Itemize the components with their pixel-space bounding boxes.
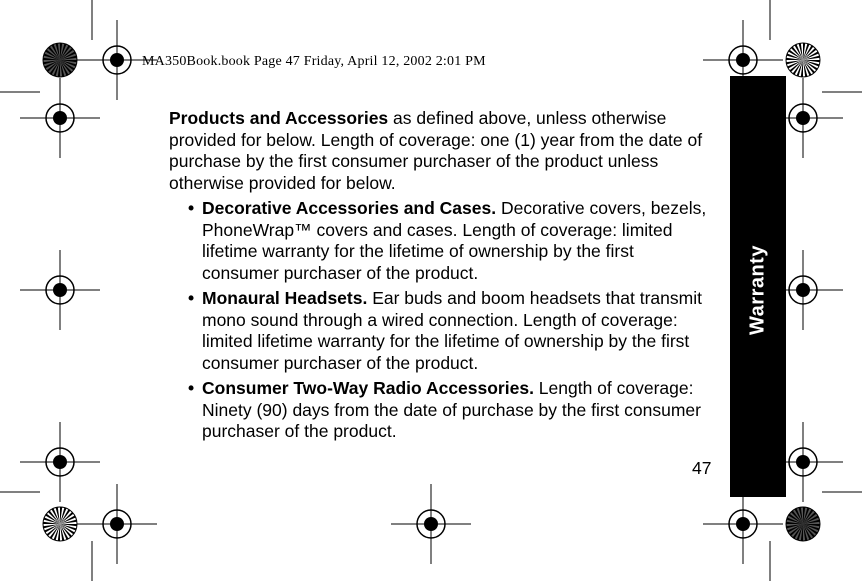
warranty-text	[169, 108, 714, 447]
item-text: Length of coverage: Ninety (90) days from the date of purchase by the first consumer purchaser of the product.	[202, 378, 701, 441]
list-item	[169, 378, 714, 443]
registration-mark	[20, 78, 100, 158]
star-target-mark	[786, 43, 820, 77]
item-title: Monaural Headsets.	[202, 288, 368, 308]
accessory-list	[169, 198, 714, 443]
registration-mark	[20, 250, 100, 330]
intro-body: as defined above, unless otherwise provided for below. Length of coverage: one (1) year from the date of purchase by the first consumer purchaser of the product unless otherwise provided for below.	[169, 108, 703, 193]
item-title: Decorative Accessories and Cases.	[202, 198, 497, 218]
list-item	[169, 198, 714, 284]
bullet-icon: •	[188, 378, 195, 398]
star-target-mark	[43, 43, 77, 77]
print-header: MA350Book.book Page 47 Friday, April 12, 2002 2:01 PM	[142, 54, 486, 69]
registration-mark	[20, 422, 100, 502]
item-title: Consumer Two-Way Radio Accessories.	[202, 378, 534, 398]
registration-mark	[391, 484, 471, 564]
star-target-mark	[43, 507, 77, 541]
bullet-icon: •	[188, 288, 195, 308]
intro-heading: Products and Accessories	[169, 108, 389, 128]
list-item	[169, 288, 714, 374]
bullet-icon: •	[188, 198, 195, 218]
page-number: 47	[692, 458, 712, 478]
item-text: Decorative covers, bezels, PhoneWrap™ covers and cases. Length of coverage: limited lifetime warranty for the lifetime of ownership by the first consumer purchaser of the product.	[202, 198, 707, 283]
intro-paragraph	[169, 108, 714, 194]
registration-mark	[77, 484, 157, 564]
star-target-mark	[786, 507, 820, 541]
item-text: Ear buds and boom headsets that transmit mono sound through a wired connection. Length of coverage: limited lifetime warranty for the lifetime of ownership by the first consumer purchaser of the product.	[202, 288, 702, 373]
section-tab-label: Warranty	[746, 245, 769, 335]
